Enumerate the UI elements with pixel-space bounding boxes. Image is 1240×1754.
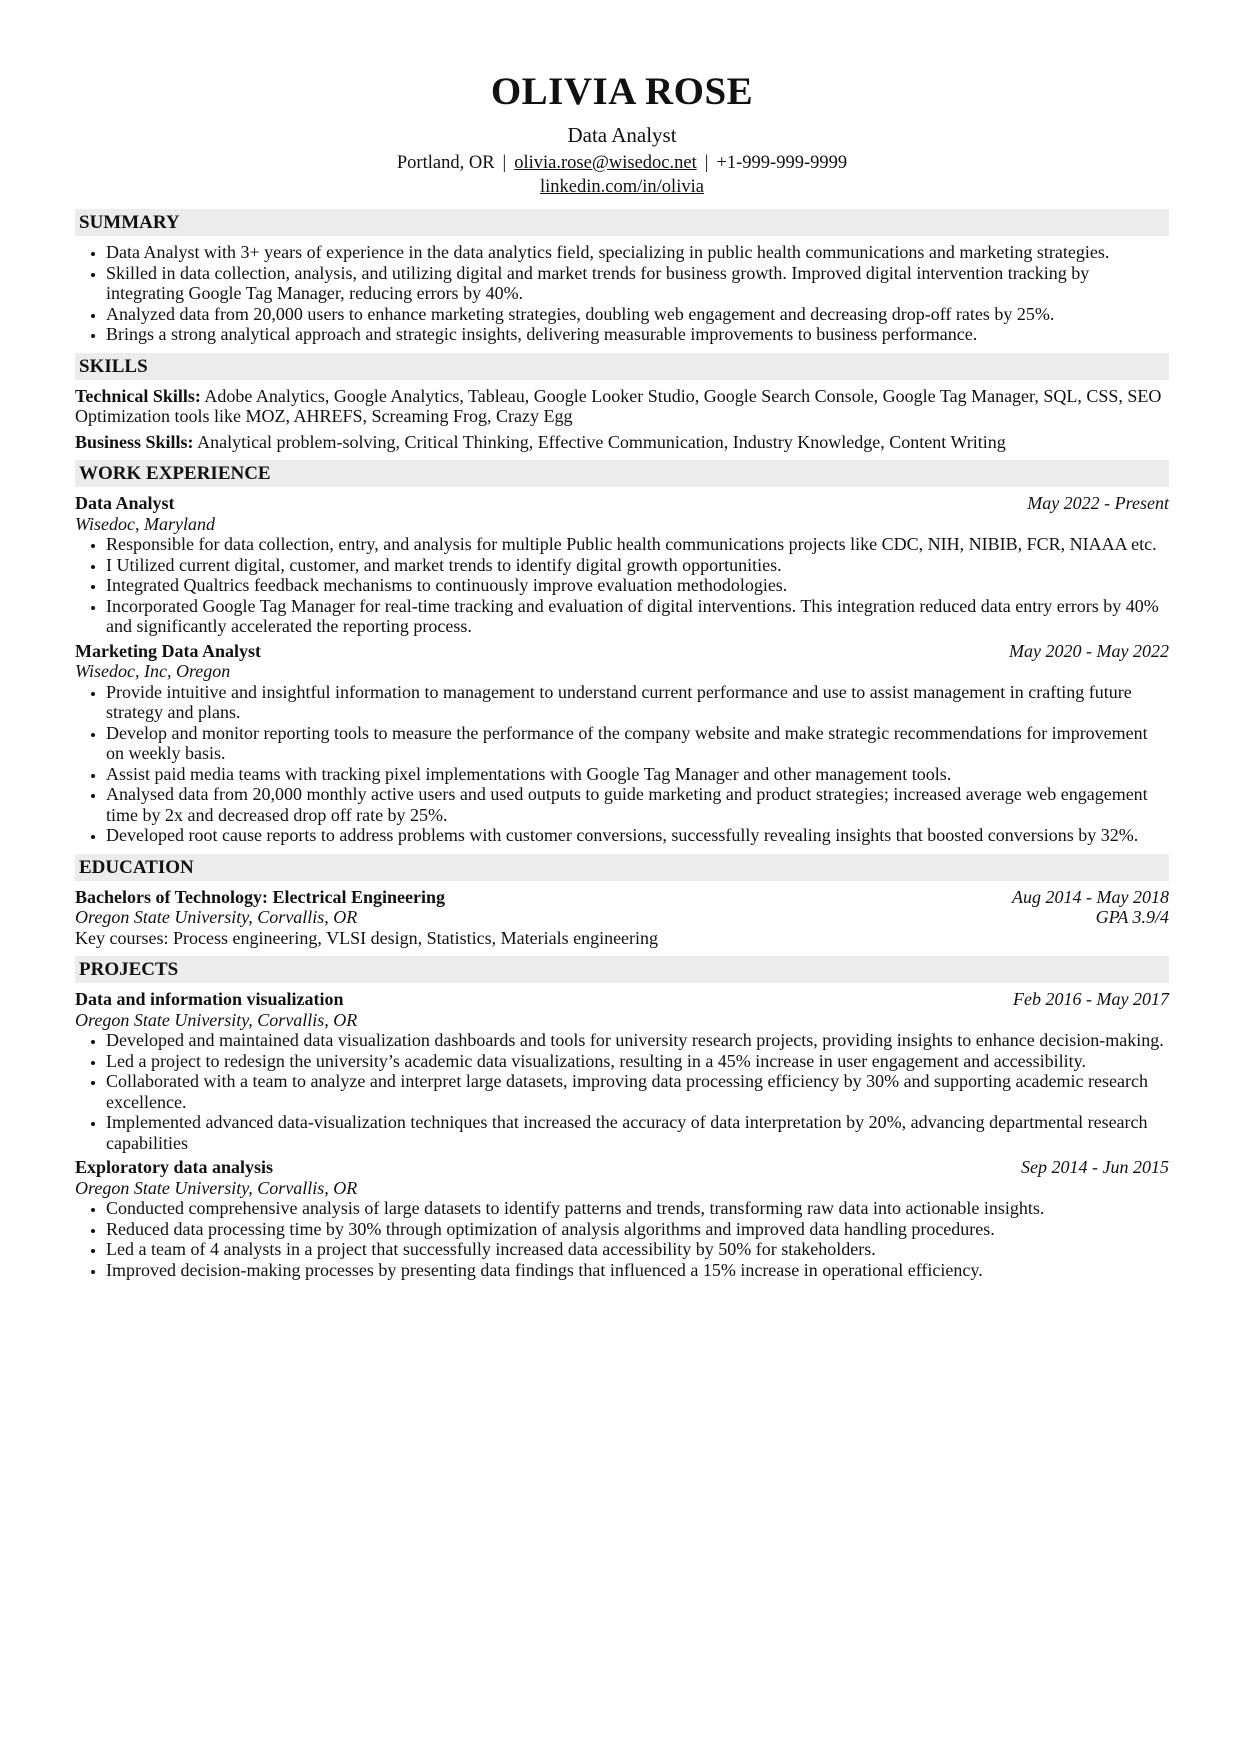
- project-entry: [75, 989, 1169, 1153]
- list-item: • Responsible for data collection, entry, and analysis for multiple Public health communications projects like CDC, NIH, NIBIB, FCR, NIAAA etc.: [106, 534, 1169, 555]
- education-entry: [75, 887, 1169, 949]
- list-item: • Data Analyst with 3+ years of experience in the data analytics field, specializing in public health communications and marketing strategies.: [106, 242, 1169, 263]
- section-heading-education: EDUCATION: [75, 854, 1169, 881]
- job-title: Marketing Data Analyst: [75, 640, 261, 661]
- list-item: • Analyzed data from 20,000 users to enhance marketing strategies, doubling web engagement and decreasing drop-off rates by 25%.: [106, 304, 1169, 325]
- project-org: Oregon State University, Corvallis, OR: [75, 1009, 358, 1030]
- separator: |: [704, 153, 709, 173]
- project-dates: Feb 2016 - May 2017: [1013, 989, 1169, 1009]
- business-skills: [75, 432, 1169, 453]
- education-dates: Aug 2014 - May 2018: [1012, 886, 1169, 907]
- list-item: • Improved decision-making processes by presenting data findings that influenced a 15% increase in operational efficiency.: [106, 1260, 1169, 1281]
- contact-line: [75, 151, 1169, 175]
- list-item: • Analysed data from 20,000 monthly active users and used outputs to guide marketing and product strategies; increased average web engagement time by 2x and decreased drop off rate by 25%.: [106, 784, 1169, 825]
- section-heading-work: WORK EXPERIENCE: [75, 460, 1169, 487]
- list-item: • I Utilized current digital, customer, and market trends to identify digital growth opportunities.: [106, 555, 1169, 576]
- section-heading-skills: SKILLS: [75, 353, 1169, 380]
- list-item: • Incorporated Google Tag Manager for real-time tracking and evaluation of digital interventions. This integration reduced data entry errors by 40% and significantly accelerated the reporting process.: [106, 596, 1169, 637]
- job-bullets: [75, 534, 1169, 637]
- separator: |: [502, 153, 507, 173]
- summary-list: [75, 242, 1169, 345]
- list-item: • Assist paid media teams with tracking pixel implementations with Google Tag Manager and other management tools.: [106, 764, 1169, 785]
- project-title: Exploratory data analysis: [75, 1157, 274, 1177]
- candidate-name: OLIVIA ROSE: [490, 70, 754, 113]
- project-bullets: [75, 1198, 1169, 1280]
- list-item: • Skilled in data collection, analysis, and utilizing digital and market trends for business growth. Improved digital intervention tracking by integrating Google Tag Manager, reducing errors by 40%.: [106, 263, 1169, 304]
- list-item: • Conducted comprehensive analysis of large datasets to identify patterns and trends, transforming raw data into actionable insights.: [106, 1198, 1169, 1219]
- linkedin-link[interactable]: linkedin.com/in/olivia: [540, 177, 704, 197]
- technical-skills-label: Technical Skills:: [75, 385, 201, 406]
- technical-skills-text: Adobe Analytics, Google Analytics, Tableau, Google Looker Studio, Google Search Console, Google Tag Manager, SQL, CSS, SEO Optimization tools like MOZ, AHREFS, Screaming Frog, Crazy Egg: [75, 385, 1162, 426]
- email-link[interactable]: olivia.rose@wisedoc.net: [514, 153, 697, 173]
- project-org: Oregon State University, Corvallis, OR: [75, 1177, 358, 1198]
- list-item: • Developed root cause reports to address problems with customer conversions, successfully revealing insights that boosted conversions by 32%.: [106, 825, 1169, 846]
- technical-skills: [75, 386, 1169, 427]
- list-item: • Brings a strong analytical approach and strategic insights, delivering measurable improvements to business performance.: [106, 324, 1169, 345]
- job-bullets: [75, 682, 1169, 846]
- section-heading-summary: SUMMARY: [75, 209, 1169, 236]
- project-bullets: [75, 1030, 1169, 1153]
- work-entry: [75, 641, 1169, 846]
- list-item: • Implemented advanced data-visualization techniques that increased the accuracy of data interpretation by 20%, advancing departmental research capabilities: [106, 1112, 1169, 1153]
- list-item: • Provide intuitive and insightful information to management to understand current performance and use to assist management in crafting future strategy and plans.: [106, 682, 1169, 723]
- resume-page: [75, 70, 1169, 1284]
- gpa: GPA 3.9/4: [1095, 907, 1169, 927]
- job-dates: May 2022 - Present: [1027, 493, 1169, 513]
- school: Oregon State University, Corvallis, OR: [75, 907, 358, 927]
- list-item: • Reduced data processing time by 30% through optimization of analysis algorithms and improved data handling procedures.: [106, 1219, 1169, 1240]
- business-skills-text: Analytical problem-solving, Critical Thinking, Effective Communication, Industry Knowledge, Content Writing: [197, 431, 1006, 452]
- degree: Bachelors of Technology: Electrical Engineering: [75, 886, 445, 907]
- project-title: Data and information visualization: [75, 989, 344, 1009]
- list-item: • Led a team of 4 analysts in a project that successfully increased data accessibility by 50% for stakeholders.: [106, 1239, 1169, 1260]
- list-item: • Integrated Qualtrics feedback mechanisms to continuously improve evaluation methodologies.: [106, 575, 1169, 596]
- job-title: Data Analyst: [75, 493, 175, 513]
- phone: +1-999-999-9999: [716, 153, 848, 173]
- project-entry: [75, 1157, 1169, 1280]
- project-dates: Sep 2014 - Jun 2015: [1021, 1157, 1169, 1177]
- business-skills-label: Business Skills:: [75, 431, 194, 452]
- key-courses: Key courses: Process engineering, VLSI design, Statistics, Materials engineering: [75, 927, 659, 948]
- location: Portland, OR: [396, 153, 495, 173]
- job-dates: May 2020 - May 2022: [1009, 640, 1169, 661]
- job-org: Wisedoc, Maryland: [75, 513, 215, 534]
- job-org: Wisedoc, Inc, Oregon: [75, 661, 231, 681]
- section-heading-projects: PROJECTS: [75, 956, 1169, 983]
- list-item: • Led a project to redesign the university’s academic data visualizations, resulting in a 45% increase in user engagement and accessibility.: [106, 1051, 1169, 1072]
- list-item: • Develop and monitor reporting tools to measure the performance of the company website and make strategic recommendations for improvement on weekly basis.: [106, 723, 1169, 764]
- list-item: • Developed and maintained data visualization dashboards and tools for university research projects, providing insights to enhance decision-making.: [106, 1030, 1169, 1051]
- list-item: • Collaborated with a team to analyze and interpret large datasets, improving data processing efficiency by 30% and supporting academic research excellence.: [106, 1071, 1169, 1112]
- candidate-title: Data Analyst: [567, 123, 677, 147]
- work-entry: [75, 493, 1169, 637]
- linkedin-line: [75, 175, 1169, 199]
